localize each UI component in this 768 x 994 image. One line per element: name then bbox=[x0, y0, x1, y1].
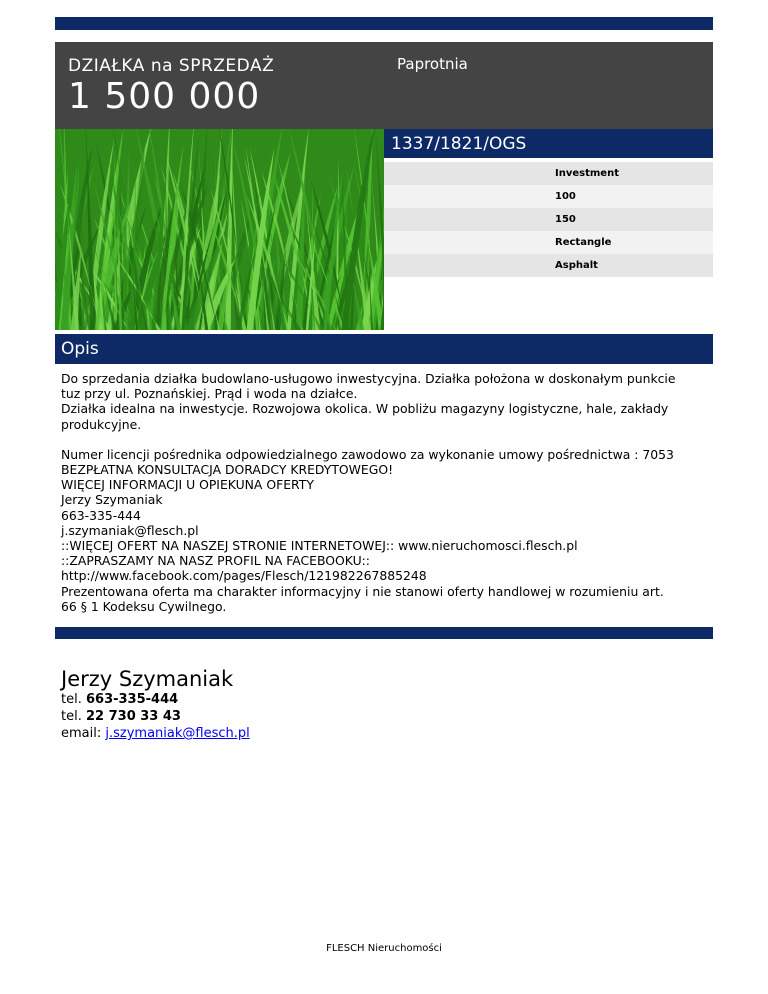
agent-contact bbox=[61, 667, 250, 742]
agent-name: Jerzy Szymaniak bbox=[61, 667, 234, 691]
param-row: 150 bbox=[384, 208, 713, 231]
description-section-header bbox=[55, 334, 713, 364]
property-photo bbox=[55, 129, 384, 330]
listing-type-label: DZIAŁKA na SPRZEDAŻ bbox=[68, 56, 275, 76]
desc-line: j.szymaniak@flesch.pl bbox=[61, 522, 199, 538]
desc-line: http://www.facebook.com/pages/Flesch/121982267885248 bbox=[61, 568, 427, 584]
desc-line: BEZPŁATNA KONSULTACJA DORADCY KREDYTOWEGO! bbox=[61, 462, 394, 478]
desc-line: 66 § 1 Kodeksu Cywilnego. bbox=[61, 598, 227, 614]
agent-phone-line-2 bbox=[61, 708, 250, 725]
desc-line: Do sprzedania działka budowlano-usługowo inwestycyjna. Działka położona w doskonałym punkcie bbox=[61, 371, 676, 386]
agent-divider-bar bbox=[55, 627, 713, 639]
desc-line: tuz przy ul. Poznańskiej. Prąd i woda na działce. bbox=[61, 386, 358, 402]
desc-line: ::ZAPRASZAMY NA NASZ PROFIL NA FACEBOOKU:: bbox=[61, 553, 370, 569]
description-text bbox=[61, 371, 711, 614]
listing-price: 1 500 000 bbox=[68, 76, 261, 117]
desc-line: WIĘCEJ INFORMACJI U OPIEKUNA OFERTY bbox=[61, 477, 314, 493]
tel-label: tel. bbox=[61, 692, 82, 707]
email-label: email: bbox=[61, 726, 102, 741]
agent-phone-line-1 bbox=[61, 691, 250, 708]
tel-label: tel. bbox=[61, 709, 82, 724]
parameters-table bbox=[384, 162, 713, 277]
footer-company-name: FLESCH Nieruchomości bbox=[326, 943, 442, 954]
grass-photo-image bbox=[55, 129, 384, 330]
agent-email-line bbox=[61, 725, 250, 742]
reference-number: 1337/1821/OGS bbox=[391, 134, 527, 154]
desc-line: produkcyjne. bbox=[61, 416, 142, 432]
desc-line: Działka idealna na inwestycje. Rozwojowa okolica. W pobliżu magazyny logistyczne, hale, zakłady bbox=[61, 401, 669, 417]
desc-line: Jerzy Szymaniak bbox=[61, 492, 163, 508]
param-row: Investment bbox=[384, 162, 713, 185]
param-row: Asphalt bbox=[384, 254, 713, 277]
reference-bar bbox=[384, 129, 713, 158]
section-title: Opis bbox=[61, 339, 99, 359]
listing-header bbox=[55, 42, 713, 129]
agent-phone-2: 22 730 33 43 bbox=[85, 709, 181, 724]
desc-line: Numer licencji pośrednika odpowiedzialnego zawodowo za wykonanie umowy pośrednictwa : 7053 bbox=[61, 446, 674, 462]
agent-email-link[interactable]: j.szymaniak@flesch.pl bbox=[105, 726, 250, 741]
listing-location: Paprotnia bbox=[397, 55, 468, 73]
desc-line: Prezentowana oferta ma charakter informacyjny i nie stanowi oferty handlowej w rozumieniu art. bbox=[61, 583, 664, 599]
param-row: 100 bbox=[384, 185, 713, 208]
agent-phone-1: 663-335-444 bbox=[85, 692, 179, 707]
top-divider-bar bbox=[55, 17, 713, 30]
desc-line: 663-335-444 bbox=[61, 507, 141, 523]
param-row: Rectangle bbox=[384, 231, 713, 254]
desc-line: ::WIĘCEJ OFERT NA NASZEJ STRONIE INTERNETOWEJ:: www.nieruchomosci.flesch.pl bbox=[61, 538, 578, 554]
